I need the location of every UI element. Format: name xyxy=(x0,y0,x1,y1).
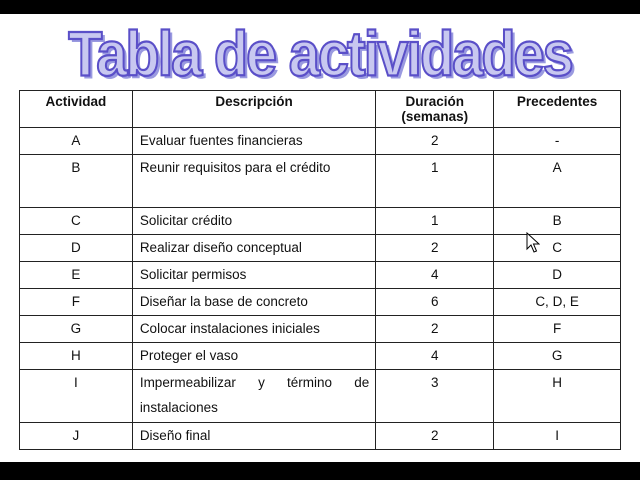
cell-precedentes xyxy=(494,235,621,262)
cell-duracion xyxy=(376,208,494,235)
header-duracion-line1: Duración xyxy=(405,94,464,109)
cell-descripcion xyxy=(132,343,376,370)
cell-duracion xyxy=(376,343,494,370)
slide xyxy=(0,14,640,462)
cell-duracion-text: 2 xyxy=(430,133,439,148)
table-row xyxy=(20,128,621,155)
cell-descripcion xyxy=(132,423,376,450)
cell-actividad xyxy=(20,235,133,262)
cell-actividad xyxy=(20,208,133,235)
table-row xyxy=(20,289,621,316)
cell-descripcion-text: Proteger el vaso xyxy=(139,348,239,363)
cell-precedentes-text: - xyxy=(554,133,560,148)
cell-precedentes xyxy=(494,155,621,208)
table-row xyxy=(20,343,621,370)
cell-duracion-text: 2 xyxy=(430,428,439,443)
cell-descripcion-text: Diseñar la base de concreto xyxy=(139,294,308,309)
cell-precedentes-text: D xyxy=(552,267,562,282)
cell-descripcion-text: Evaluar fuentes financieras xyxy=(139,133,303,148)
cell-descripcion xyxy=(132,235,376,262)
cell-actividad xyxy=(20,370,133,423)
cell-descripcion xyxy=(132,316,376,343)
header-precedentes: Precedentes xyxy=(494,91,621,128)
table-header-row xyxy=(20,91,621,128)
cell-actividad-text: I xyxy=(74,375,78,390)
cell-duracion xyxy=(376,316,494,343)
cell-actividad xyxy=(20,343,133,370)
cell-duracion xyxy=(376,155,494,208)
cell-actividad-text: J xyxy=(72,428,80,443)
header-descripcion: Descripción xyxy=(132,91,376,128)
cell-duracion-text: 1 xyxy=(430,160,439,175)
cell-descripcion xyxy=(132,289,376,316)
table-row xyxy=(20,155,621,208)
table-row xyxy=(20,370,621,423)
cell-descripcion xyxy=(132,155,376,208)
cell-actividad-text: H xyxy=(71,348,81,363)
cell-duracion-text: 3 xyxy=(430,375,439,390)
activities-table xyxy=(19,90,621,450)
cell-descripcion-text: Solicitar crédito xyxy=(139,213,233,228)
cell-precedentes-text: H xyxy=(552,375,562,390)
cell-descripcion-text: Colocar instalaciones iniciales xyxy=(139,321,320,336)
cell-descripcion-text: Impermeabilizar y término de instalaciones xyxy=(139,375,370,415)
cell-descripcion xyxy=(132,128,376,155)
table-row xyxy=(20,423,621,450)
cell-duracion-text: 4 xyxy=(430,348,439,363)
cell-actividad-text: D xyxy=(71,240,81,255)
table-row xyxy=(20,316,621,343)
cell-precedentes-text: A xyxy=(552,160,562,175)
mouse-pointer-icon xyxy=(526,232,540,254)
cell-duracion-text: 2 xyxy=(430,240,439,255)
cell-precedentes xyxy=(494,316,621,343)
cell-precedentes xyxy=(494,423,621,450)
cell-actividad-text: E xyxy=(71,267,81,282)
cell-duracion-text: 2 xyxy=(430,321,439,336)
cell-precedentes xyxy=(494,128,621,155)
cell-precedentes xyxy=(494,343,621,370)
cell-actividad-text: A xyxy=(71,133,81,148)
cell-duracion xyxy=(376,370,494,423)
header-duracion-line2: (semanas) xyxy=(401,109,469,124)
cell-descripcion-text: Solicitar permisos xyxy=(139,267,247,282)
page-title: Tabla de actividades xyxy=(68,18,572,89)
cell-descripcion xyxy=(132,370,376,423)
cell-actividad-text: F xyxy=(71,294,81,309)
cell-duracion xyxy=(376,423,494,450)
cell-descripcion-text: Reunir requisitos para el crédito xyxy=(139,160,331,175)
cell-precedentes xyxy=(494,208,621,235)
table-row xyxy=(20,208,621,235)
cell-descripcion xyxy=(132,262,376,289)
cell-descripcion-text: Diseño final xyxy=(139,428,211,443)
cell-actividad xyxy=(20,155,133,208)
cell-actividad xyxy=(20,262,133,289)
cell-precedentes-text: B xyxy=(552,213,562,228)
cell-precedentes-text: G xyxy=(551,348,563,363)
cell-actividad xyxy=(20,316,133,343)
cell-precedentes-text: C xyxy=(552,240,562,255)
cell-actividad xyxy=(20,289,133,316)
cell-duracion-text: 1 xyxy=(430,213,439,228)
cell-duracion-text: 4 xyxy=(430,267,439,282)
cell-duracion xyxy=(376,289,494,316)
header-duracion xyxy=(376,91,494,128)
cell-actividad-text: B xyxy=(71,160,81,175)
cell-duracion xyxy=(376,235,494,262)
cell-precedentes-text: C, D, E xyxy=(535,294,579,309)
cell-duracion xyxy=(376,262,494,289)
cell-actividad xyxy=(20,423,133,450)
cell-precedentes xyxy=(494,289,621,316)
cell-duracion-text: 6 xyxy=(430,294,439,309)
cell-actividad xyxy=(20,128,133,155)
cell-precedentes-text: I xyxy=(555,428,559,443)
cell-descripcion-text: Realizar diseño conceptual xyxy=(139,240,302,255)
cell-descripcion xyxy=(132,208,376,235)
cell-precedentes xyxy=(494,262,621,289)
header-actividad: Actividad xyxy=(20,91,133,128)
cell-precedentes xyxy=(494,370,621,423)
table-row xyxy=(20,262,621,289)
cell-actividad-text: G xyxy=(70,321,82,336)
cell-actividad-text: C xyxy=(71,213,81,228)
cell-duracion xyxy=(376,128,494,155)
cell-precedentes-text: F xyxy=(552,321,562,336)
